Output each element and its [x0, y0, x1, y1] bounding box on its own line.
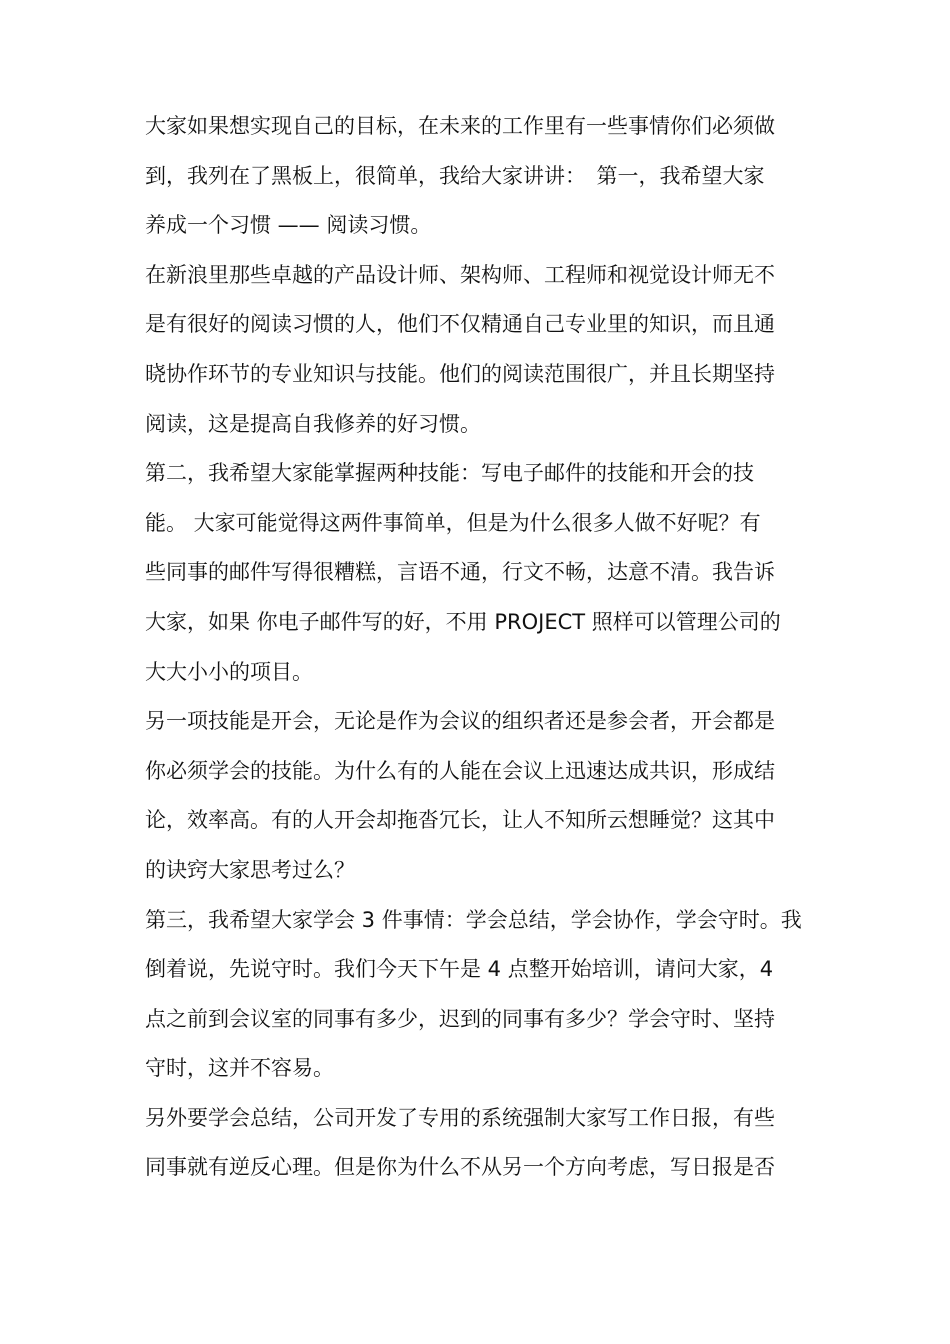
paragraph-summary: 另外要学会总结，公司开发了专用的系统强制大家写工作日报，有些 同事就有逆反心理。但是你为什么不从另一个方向考虑，写日报是否: [145, 1105, 775, 1180]
paragraph-three-things: 第三，我希望大家学会 3 件事情：学会总结，学会协作，学会守时。我 倒着说，先说守时。我们今天下午是 4 点整开始培训，请问大家，4 点之前到会议室的同事有多少，迟到的同事有多少？学会守时、坚持 守时，这并不容易。: [145, 907, 802, 1081]
paragraph-meetings: 另一项技能是开会，无论是作为会议的组织者还是参会者，开会都是 你必须学会的技能。为什么有的人能在会议上迅速达成共识，形成结 论，效率高。有的人开会却拖沓冗长，让人不知所云想睡觉？这其中 的诀窍大家思考过么？: [145, 709, 775, 882]
document-body: [145, 102, 810, 1193]
paragraph-two-skills: 第二，我希望大家能掌握两种技能：写电子邮件的技能和开会的技 能。 大家可能觉得这两件事简单，但是为什么很多人做不好呢？有 些同事的邮件写得很糟糕，言语不通，行文不畅，达意不清。我告诉 大家，如果 你电子邮件写的好，不用 PROJECT 照样可以管理公司的 大大小小的项目。: [145, 461, 781, 684]
paragraph-reading-habit: 大家如果想实现自己的目标，在未来的工作里有一些事情你们必须做 到，我列在了黑板上，很简单，我给大家讲讲： 第一，我希望大家 养成一个习惯 —— 阅读习惯。: [145, 114, 775, 238]
paragraph-sina-designers: 在新浪里那些卓越的产品设计师、架构师、工程师和视觉设计师无不 是有很好的阅读习惯的人，他们不仅精通自己专业里的知识，而且通 晓协作环节的专业知识与技能。他们的阅读范围很广，并且长期坚持 阅读，这是提高自我修养的好习惯。: [145, 262, 775, 436]
